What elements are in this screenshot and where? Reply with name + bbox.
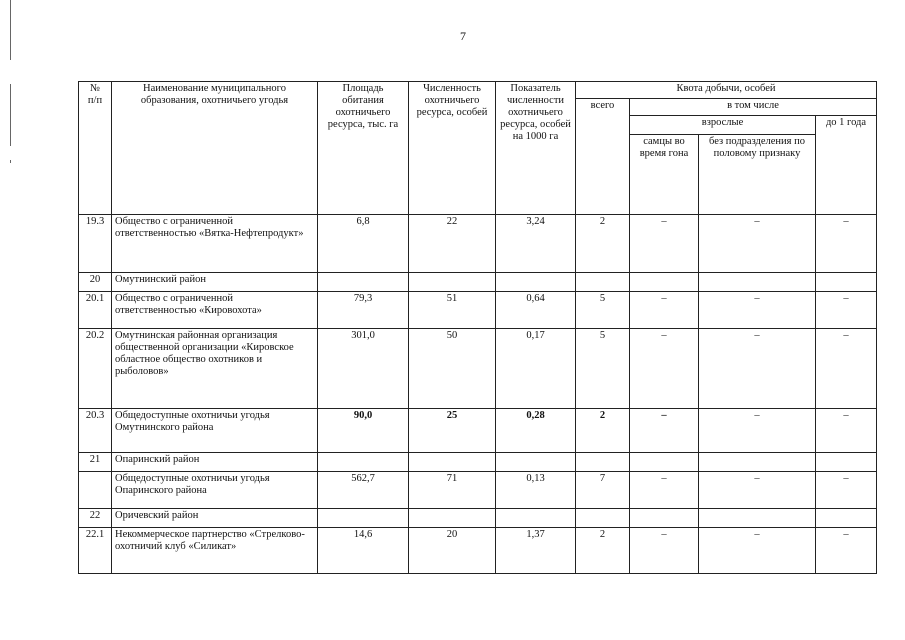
cell-area: 90,0 xyxy=(318,409,409,453)
left-margin-line xyxy=(10,160,11,163)
cell-under-1-year xyxy=(816,453,877,472)
table-header xyxy=(79,82,877,215)
cell-males xyxy=(630,453,699,472)
cell-area: 6,8 xyxy=(318,215,409,273)
cell-count: 50 xyxy=(409,329,496,409)
cell-num: 21 xyxy=(79,453,112,472)
cell-under-1-year: – xyxy=(816,528,877,574)
cell-num: 19.3 xyxy=(79,215,112,273)
cell-males: – xyxy=(630,409,699,453)
cell-density: 0,64 xyxy=(496,292,576,329)
cell-total: 2 xyxy=(576,215,630,273)
cell-no-sex: – xyxy=(699,215,816,273)
cell-no-sex xyxy=(699,509,816,528)
header-quota: Квота добычи, особей xyxy=(576,82,877,99)
cell-area xyxy=(318,273,409,292)
header-total: всего xyxy=(576,99,630,215)
cell-no-sex: – xyxy=(699,472,816,509)
cell-males xyxy=(630,273,699,292)
cell-total: 5 xyxy=(576,329,630,409)
cell-count: 22 xyxy=(409,215,496,273)
cell-no-sex: – xyxy=(699,409,816,453)
cell-males: – xyxy=(630,292,699,329)
cell-name: Общедоступные охотничьи угодья Опаринского района xyxy=(112,472,318,509)
cell-no-sex xyxy=(699,453,816,472)
cell-num: 22 xyxy=(79,509,112,528)
header-count: Численность охотничьего ресурса, особей xyxy=(409,82,496,215)
table-row xyxy=(79,273,877,292)
cell-name: Общество с ограниченной ответственностью «Вятка-Нефтепродукт» xyxy=(112,215,318,273)
cell-under-1-year xyxy=(816,509,877,528)
header-including: в том числе xyxy=(630,99,877,116)
header-density: Показатель численности охотничьего ресурса, особей на 1000 га xyxy=(496,82,576,215)
cell-num: 20.2 xyxy=(79,329,112,409)
cell-name: Общедоступные охотничьи угодья Омутнинского района xyxy=(112,409,318,453)
header-no-sex-division: без подразделения по половому признаку xyxy=(699,135,816,215)
cell-males: – xyxy=(630,215,699,273)
cell-area: 562,7 xyxy=(318,472,409,509)
cell-count: 71 xyxy=(409,472,496,509)
cell-density: 0,28 xyxy=(496,409,576,453)
cell-num: 22.1 xyxy=(79,528,112,574)
table-row xyxy=(79,472,877,509)
cell-name: Опаринский район xyxy=(112,453,318,472)
cell-density xyxy=(496,509,576,528)
cell-area: 79,3 xyxy=(318,292,409,329)
cell-under-1-year xyxy=(816,273,877,292)
cell-count: 25 xyxy=(409,409,496,453)
header-area: Площадь обитания охотничьего ресурса, тыс. га xyxy=(318,82,409,215)
header-males-rut: самцы во время гона xyxy=(630,135,699,215)
header-under-1-year: до 1 года xyxy=(816,116,877,215)
cell-total: 2 xyxy=(576,409,630,453)
table-row xyxy=(79,215,877,273)
table-row xyxy=(79,509,877,528)
table-row xyxy=(79,329,877,409)
cell-density: 3,24 xyxy=(496,215,576,273)
cell-num: 20.3 xyxy=(79,409,112,453)
cell-total: 7 xyxy=(576,472,630,509)
cell-count xyxy=(409,273,496,292)
cell-name: Некоммерческое партнерство «Стрелково-охотничий клуб «Силикат» xyxy=(112,528,318,574)
cell-under-1-year: – xyxy=(816,215,877,273)
cell-density xyxy=(496,273,576,292)
cell-males: – xyxy=(630,472,699,509)
cell-name: Общество с ограниченной ответственностью «Кировохота» xyxy=(112,292,318,329)
cell-count xyxy=(409,453,496,472)
left-margin-line xyxy=(10,0,11,60)
cell-total xyxy=(576,273,630,292)
cell-area: 301,0 xyxy=(318,329,409,409)
cell-total: 2 xyxy=(576,528,630,574)
table-body xyxy=(79,215,877,574)
table-row xyxy=(79,409,877,453)
page-number: 7 xyxy=(460,29,466,43)
cell-no-sex: – xyxy=(699,528,816,574)
left-margin-line xyxy=(10,84,11,146)
cell-under-1-year: – xyxy=(816,292,877,329)
cell-total xyxy=(576,509,630,528)
cell-no-sex xyxy=(699,273,816,292)
table-row xyxy=(79,292,877,329)
header-num: № п/п xyxy=(79,82,112,215)
cell-density: 0,17 xyxy=(496,329,576,409)
cell-count: 20 xyxy=(409,528,496,574)
quota-table xyxy=(78,81,877,574)
cell-density: 1,37 xyxy=(496,528,576,574)
cell-area xyxy=(318,509,409,528)
cell-males xyxy=(630,509,699,528)
table-row xyxy=(79,528,877,574)
cell-under-1-year: – xyxy=(816,409,877,453)
cell-under-1-year: – xyxy=(816,472,877,509)
cell-area: 14,6 xyxy=(318,528,409,574)
cell-name: Омутнинская районная организация общественной организации «Кировское областное общество охотников и рыболовов» xyxy=(112,329,318,409)
table-row xyxy=(79,453,877,472)
cell-no-sex: – xyxy=(699,292,816,329)
header-name: Наименование муниципального образования, охотничьего угодья xyxy=(112,82,318,215)
cell-density xyxy=(496,453,576,472)
cell-num: 20.1 xyxy=(79,292,112,329)
cell-density: 0,13 xyxy=(496,472,576,509)
header-adults: взрослые xyxy=(630,116,816,135)
cell-num xyxy=(79,472,112,509)
cell-count: 51 xyxy=(409,292,496,329)
cell-no-sex: – xyxy=(699,329,816,409)
cell-total: 5 xyxy=(576,292,630,329)
cell-males: – xyxy=(630,528,699,574)
cell-name: Омутнинский район xyxy=(112,273,318,292)
cell-under-1-year: – xyxy=(816,329,877,409)
cell-males: – xyxy=(630,329,699,409)
cell-num: 20 xyxy=(79,273,112,292)
cell-total xyxy=(576,453,630,472)
cell-name: Оричевский район xyxy=(112,509,318,528)
cell-area xyxy=(318,453,409,472)
cell-count xyxy=(409,509,496,528)
